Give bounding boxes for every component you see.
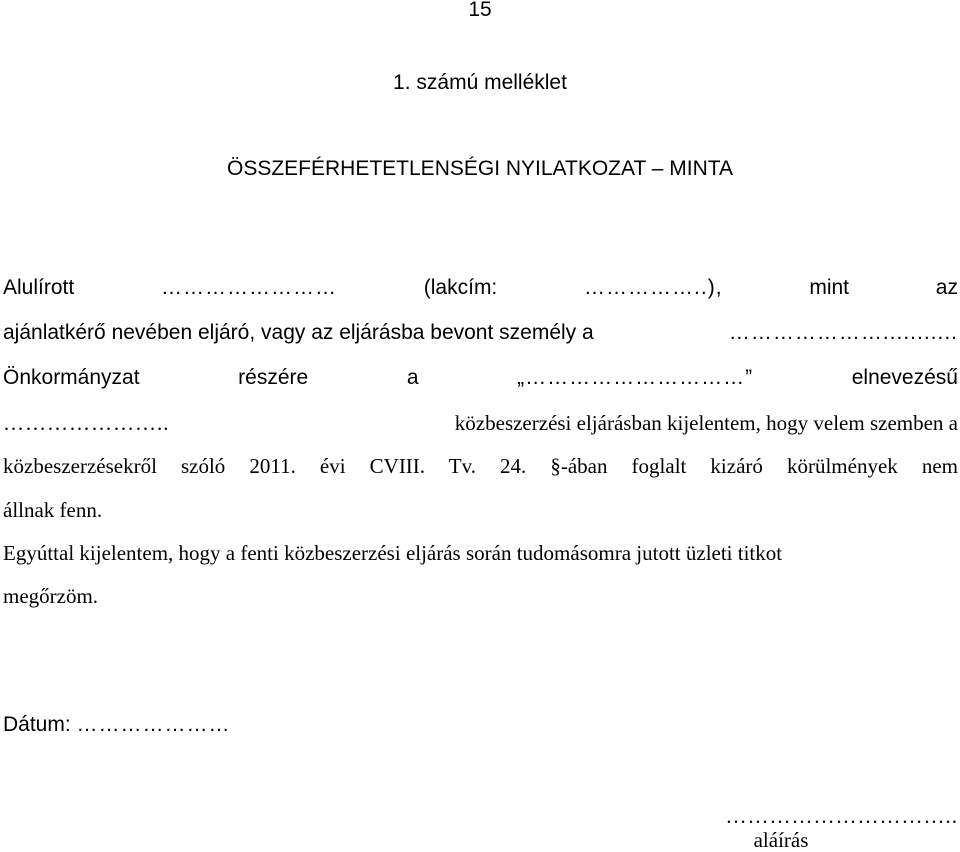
date-blank: ………………… — [76, 713, 231, 736]
statement-line-2 — [3, 320, 958, 346]
procedure-type-blank: ………………….. — [3, 411, 170, 435]
signature-blank: ………………………….. — [725, 804, 958, 828]
address-blank: ……………..), — [584, 276, 723, 299]
entity-blank — [729, 320, 958, 346]
statement-line-5: közbeszerzésekről szóló 2011. évi CVIII. Tv. 24. §-ában foglalt kizáró körülmények nem — [3, 454, 958, 478]
statement-line-1 — [3, 275, 958, 301]
procedure-name-blank: „…………………………” — [517, 366, 754, 389]
entity-blank-part-2: ………........... — [816, 321, 958, 344]
signature-label: aláírás — [753, 828, 809, 852]
text-lakcim: (lakcím: — [423, 276, 498, 299]
text-kozbeszerzesi: közbeszerzési eljárásban kijelentem, hogy velem szemben a — [454, 411, 958, 435]
statement-line-8: megőrzöm. — [3, 584, 99, 608]
text-a: a — [406, 366, 419, 389]
text-elnevezesu: elnevezésű — [851, 366, 958, 389]
date-line — [3, 712, 958, 738]
entity-blank-part-1: ………… — [728, 321, 817, 344]
annex-label: 1. számú melléklet — [393, 71, 567, 94]
text-alulirott: Alulírott — [3, 276, 75, 299]
text-az: az — [935, 276, 958, 299]
date-label: Dátum: — [3, 713, 71, 736]
statement-line-7: Egyúttal kijelentem, hogy a fenti közbeszerzési eljárás során tudomásomra jutott üzleti titkot — [3, 541, 783, 565]
text-mint: mint — [809, 276, 850, 299]
text-onkormanyzat: Önkormányzat — [3, 366, 140, 389]
statement-line-3 — [3, 365, 958, 391]
text-ajanlatkero: ajánlatkérő nevében eljáró, vagy az eljárásba bevont személy a — [3, 321, 594, 344]
statement-line-4 — [3, 410, 958, 436]
page-number: 15 — [468, 0, 492, 21]
name-blank: …………………… — [160, 276, 337, 299]
text-reszere: részére — [238, 366, 309, 389]
statement-line-6: állnak fenn. — [3, 498, 103, 522]
document-title: ÖSSZEFÉRHETETLENSÉGI NYILATKOZAT – MINTA — [226, 157, 734, 180]
